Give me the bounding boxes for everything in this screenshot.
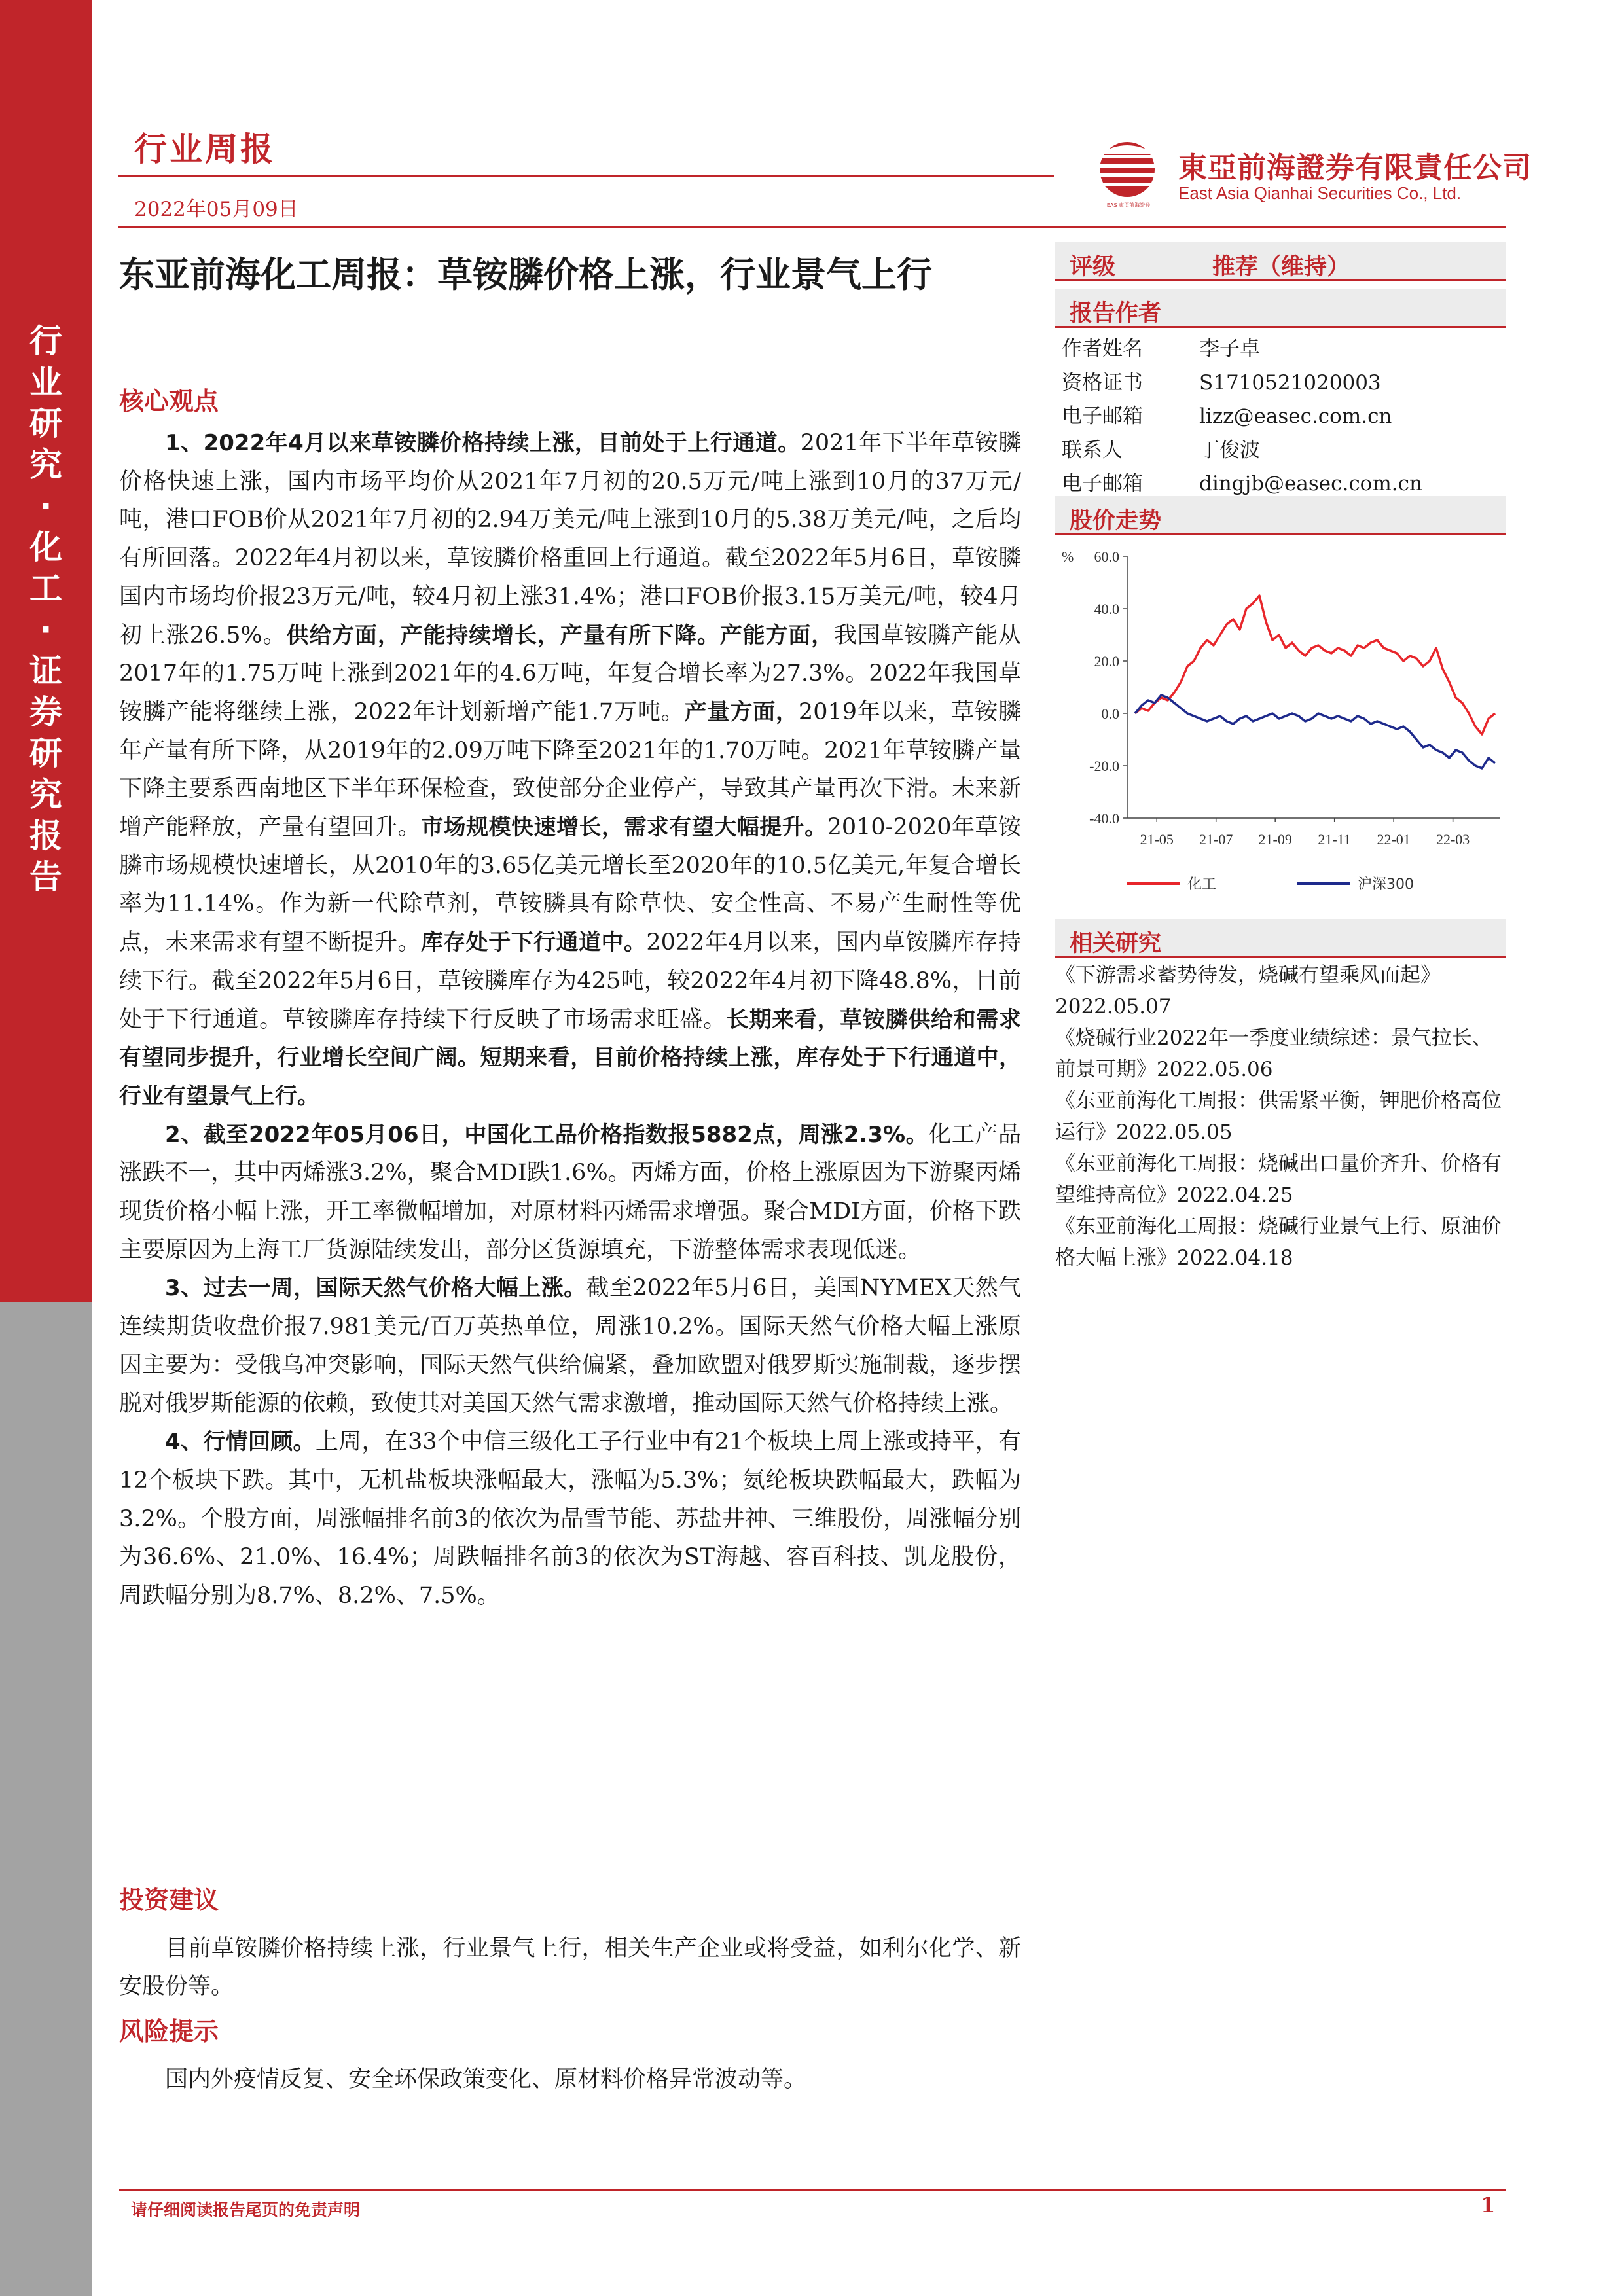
company-logo-icon (1094, 135, 1160, 201)
side-char: 行 (29, 322, 62, 360)
y-tick-label: -20.0 (1089, 758, 1119, 774)
y-tick-label: 20.0 (1094, 653, 1119, 670)
risk-heading: 风险提示 (119, 2017, 219, 2046)
related-research-item[interactable]: 《东亚前海化工周报：烧碱行业景气上行、原油价格大幅上涨》2022.04.18 (1055, 1215, 1502, 1270)
paragraph-1: 1、2022年4月以来草铵膦价格持续上涨，目前处于上行通道。2021年下半年草铵膦价格快速上涨，国内市场平均价从2021年7月初的20.5万元/吨上涨到10月的37万元/吨，港口FOB价从2021年7月初的2.94万美元/吨上涨到10月的5.38万美元/吨，之后均有所回落。2022年4月初以来，草铵膦价格重回上行通道。截至2022年5月6日，草铵膦国内市场均价报23万元/吨，较4月初上涨31.4%；港口FOB价报3.15万美元/吨，较4月初上涨26.5%。供给方面，产能持续增长，产量有所下降。产能方面，我国草铵膦产能从2017年的1.75万吨上涨到2021年的4.6万吨，年复合增长率为27.3%。2022年我国草铵膦产能将继续上涨，2022年计划新增产能1.7万吨。产量方面，2019年以来，草铵膦年产量有所下降，从2019年的2.09万吨下降至2021年的1.70万吨。2021年草铵膦产量下降主要系西南地区下半年环保检查，致使部分企业停产，导致其产量再次下滑。未来新增产能释放，产量有望回升。市场规模快速增长，需求有望大幅提升。2010-2020年草铵膦市场规模快速增长，从2010年的3.65亿美元增长至2020年的10.5亿美元,年复合增长率为11.14%。作为新一代除草剂，草铵膦具有除草快、安全性高、不易产生耐性等优点，未来需求有望不断提升。库存处于下行通道中。2022年4月以来，国内草铵膦库存持续下行。截至2022年5月6日，草铵膦库存为425吨，较2022年4月初下降48.8%，目前处于下行通道。草铵膦库存持续下行反映了市场需求旺盛。长期来看，草铵膦供给和需求有望同步提升，行业增长空间广阔。短期来看，目前价格持续上涨，库存处于下行通道中，行业有望景气上行。 (119, 430, 1022, 1109)
disclaimer-note: 请仔细阅读报告尾页的免责声明 (131, 2200, 361, 2219)
y-tick-label: -40.0 (1089, 810, 1119, 827)
page-number: 1 (1481, 2193, 1496, 2217)
side-char: 业 (29, 363, 62, 401)
author-field-label: 电子邮箱 (1062, 472, 1143, 495)
related-heading: 相关研究 (1070, 931, 1162, 957)
author-field-value: S1710521020003 (1199, 370, 1381, 395)
author-field-label: 资格证书 (1062, 370, 1143, 395)
author-table (1062, 332, 1422, 501)
series-line-hs300 (1135, 695, 1495, 768)
core-view-body (119, 424, 1021, 1615)
side-char: 研 (29, 734, 62, 772)
side-char: 研 (29, 404, 62, 442)
author-field-label: 作者姓名 (1062, 337, 1143, 361)
x-tick-label: 21-11 (1318, 831, 1351, 848)
x-tick-label: 21-07 (1199, 831, 1233, 848)
rating-value: 推荐（维持） (1212, 254, 1350, 280)
y-tick-label: 0.0 (1101, 706, 1119, 722)
legend-label-hs300: 沪深300 (1358, 876, 1414, 893)
side-char: · (39, 487, 52, 525)
author-row (1062, 332, 1422, 367)
footer-rule (119, 2189, 1506, 2191)
side-char: 券 (29, 693, 62, 731)
related-header (1055, 919, 1506, 958)
report-type: 行业周报 (134, 130, 276, 168)
author-field-label: 电子邮箱 (1062, 404, 1143, 428)
report-title: 东亚前海化工周报：草铵膦价格上涨，行业景气上行 (119, 254, 932, 295)
investment-text: 目前草铵膦价格持续上涨，行业景气上行，相关生产企业或将受益，如利尔化学、新安股份等。 (119, 1935, 1021, 2000)
header-rule-lower (118, 226, 1506, 228)
rating-header (1055, 242, 1506, 281)
paragraph-2: 2、截至2022年05月06日，中国化工品价格指数报5882点，周涨2.3%。化工产品涨跌不一，其中丙烯涨3.2%，聚合MDI跌1.6%。丙烯方面，价格上涨原因为下游聚丙烯现货价格小幅上涨，开工率微幅增加，对原材料丙烯需求增强。聚合MDI方面，价格下跌主要原因为上海工厂货源陆续发出，部分区货源填充，下游整体需求表现低迷。 (119, 1121, 1021, 1263)
paragraph-3: 3、过去一周，国际天然气价格大幅上涨。截至2022年5月6日，美国NYMEX天然气连续期货收盘价报7.981美元/百万英热单位，周涨10.2%。国际天然气价格大幅上涨原因主要为：受俄乌冲突影响，国际天然气供给偏紧，叠加欧盟对俄罗斯实施制裁，逐步摆脱对俄罗斯能源的依赖，致使其对美国天然气需求激增，推动国际天然气价格持续上涨。 (119, 1275, 1021, 1417)
x-tick-label: 21-05 (1140, 831, 1174, 848)
y-axis-label: % (1062, 548, 1074, 565)
author-row (1062, 367, 1422, 401)
chart-heading: 股价走势 (1070, 508, 1162, 534)
related-research-item[interactable]: 《东亚前海化工周报：烧碱出口量价齐升、价格有望维持高位》2022.04.25 (1055, 1152, 1502, 1207)
related-research-item[interactable]: 《烧碱行业2022年一季度业绩综述：景气拉长、前景可期》2022.05.06 (1055, 1026, 1492, 1081)
report-date: 2022年05月09日 (134, 198, 298, 221)
chart-header (1055, 496, 1506, 535)
side-char: 告 (29, 858, 62, 896)
investment-heading: 投资建议 (119, 1886, 219, 1914)
x-tick-label: 22-03 (1435, 831, 1470, 848)
side-char: 报 (29, 817, 62, 855)
x-tick-label: 22-01 (1377, 831, 1411, 848)
related-research-item[interactable]: 《下游需求蓄势待发，烧碱有望乘风而起》2022.05.07 (1055, 963, 1441, 1018)
y-tick-label: 60.0 (1094, 548, 1119, 565)
author-row (1062, 400, 1422, 434)
author-field-value: 李子卓 (1199, 337, 1260, 361)
company-name-cn: 東亞前海證券有限責任公司 (1178, 151, 1532, 185)
side-char: 化 (29, 528, 62, 566)
side-band-lower (0, 1302, 92, 2296)
author-heading: 报告作者 (1070, 300, 1162, 327)
risk-text: 国内外疫情反复、安全环保政策变化、原材料价格异常波动等。 (165, 2066, 807, 2092)
header-rule (118, 175, 1054, 177)
company-name-en: East Asia Qianhai Securities Co., Ltd. (1178, 183, 1462, 203)
author-field-label: 联系人 (1062, 438, 1123, 462)
x-tick-label: 21-09 (1258, 831, 1292, 848)
side-char: 证 (29, 652, 62, 690)
side-char: 究 (29, 776, 62, 814)
paragraph-4: 4、行情回顾。上周，在33个中信三级化工子行业中有21个板块上周上涨或持平，有12个板块下跌。其中，无机盐板块涨幅最大，涨幅为5.3%；氨纶板块跌幅最大，跌幅为3.2%。个股方面，周涨幅排名前3的依次为晶雪节能、苏盐井神、三维股份，周涨幅分别为36.6%、21.0%、16.4%；周跌幅排名前3的依次为ST海越、容百科技、凯龙股份，周跌幅分别为8.7%、8.2%、7.5%。 (119, 1429, 1021, 1609)
author-header (1055, 289, 1506, 328)
author-field-value: 丁俊波 (1199, 438, 1260, 462)
side-char: · (39, 611, 52, 649)
logo-caption: EAS 東亞前海證券 (1106, 202, 1151, 208)
core-view-heading: 核心观点 (119, 387, 219, 416)
rating-label: 评级 (1070, 254, 1116, 280)
related-research-list (1055, 960, 1507, 1274)
legend-label-chemical: 化工 (1187, 876, 1217, 893)
author-field-value[interactable]: lizz@easec.com.cn (1199, 404, 1392, 428)
y-tick-label: 40.0 (1094, 601, 1119, 617)
side-vertical-label (0, 321, 92, 898)
price-trend-chart (1055, 541, 1506, 920)
side-char: 工 (29, 569, 62, 607)
author-row (1062, 434, 1422, 468)
related-research-item[interactable]: 《东亚前海化工周报：供需紧平衡，钾肥价格高位运行》2022.05.05 (1055, 1089, 1502, 1144)
author-field-value[interactable]: dingjb@easec.com.cn (1199, 472, 1422, 495)
side-char: 究 (29, 446, 62, 484)
